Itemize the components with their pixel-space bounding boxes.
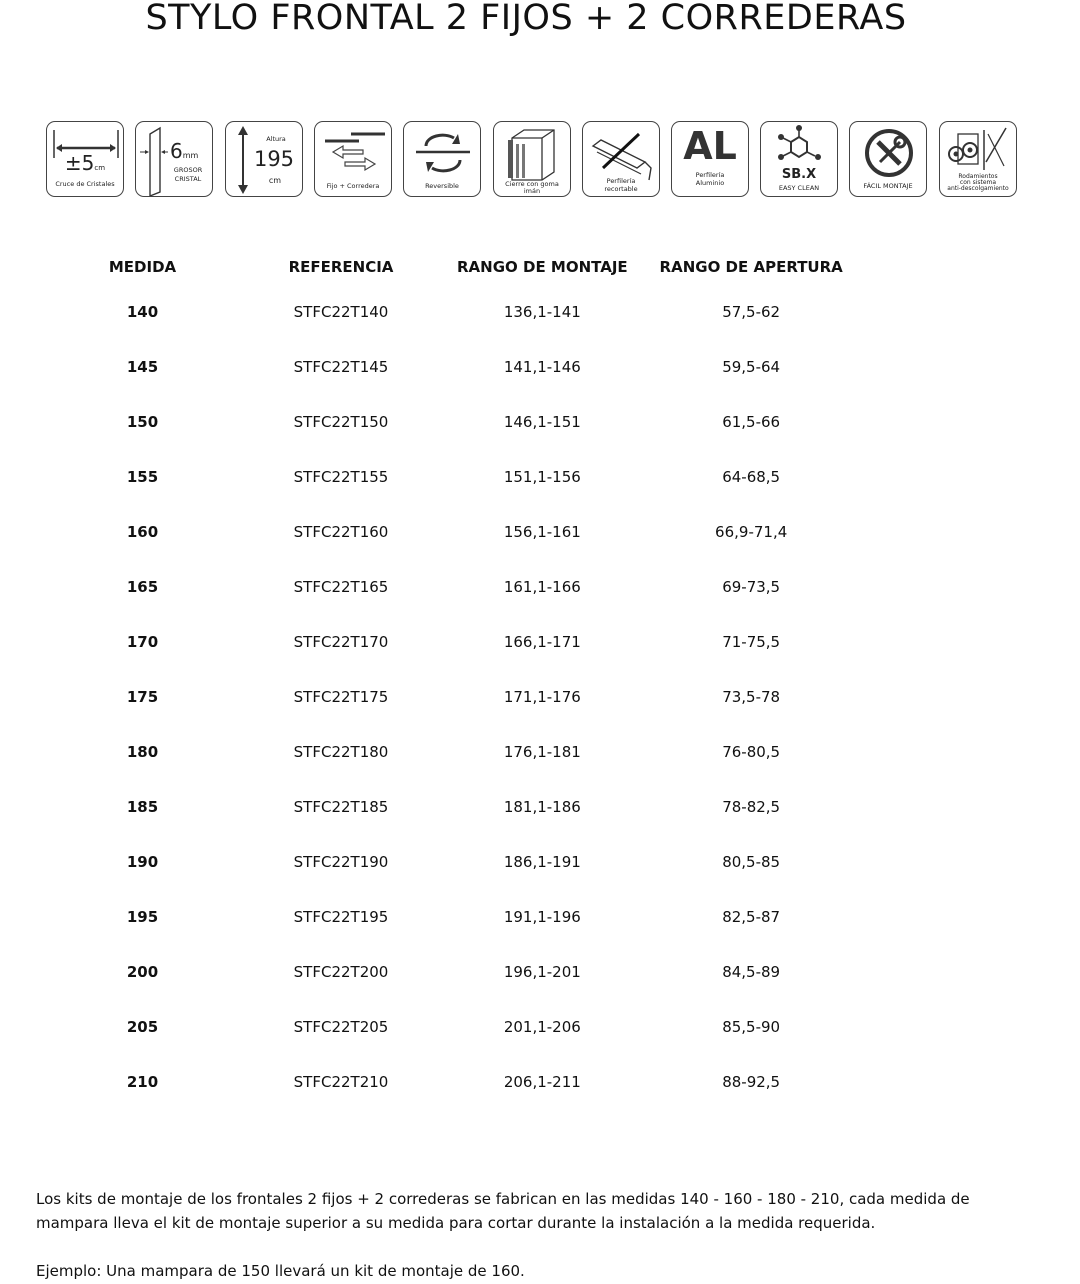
easy-clean-icon xyxy=(760,121,838,197)
table-row xyxy=(60,944,875,999)
kit-info-paragraph: Los kits de montaje de los frontales 2 fijos + 2 correderas se fabrican en las medidas 140 - 160 - 180 - 210, cada medida de mampara lleva el kit de montaje superior a su medida para cortar durante la instalación a la medida requerida. xyxy=(36,1190,970,1232)
height-label: Altura xyxy=(266,135,286,143)
cell-rango-montaje: 136,1-141 xyxy=(503,302,581,321)
cell-medida: 140 xyxy=(126,302,159,321)
fixed-sliding-icon xyxy=(314,121,392,197)
page-title: STYLO FRONTAL 2 FIJOS + 2 CORREDERAS xyxy=(145,0,907,38)
table-row xyxy=(60,724,875,779)
cell-rango-apertura: 73,5-78 xyxy=(722,687,781,706)
cell-rango-montaje: 176,1-181 xyxy=(503,742,581,761)
cell-referencia: STFC22T165 xyxy=(293,577,389,596)
easy-mount-caption: FÁCIL MONTAJE xyxy=(863,182,913,190)
cell-rango-montaje: 201,1-206 xyxy=(503,1017,581,1036)
cell-rango-montaje: 196,1-201 xyxy=(503,962,581,981)
cell-referencia: STFC22T195 xyxy=(293,907,389,926)
magnetic-seal-icon xyxy=(493,121,571,197)
feature-icons-row xyxy=(46,121,1026,199)
cell-rango-montaje: 151,1-156 xyxy=(503,467,581,486)
bearings-caption-3: anti-descolgamiento xyxy=(947,185,1009,192)
aluminium-icon xyxy=(671,121,749,197)
cell-rango-montaje: 141,1-146 xyxy=(503,357,581,376)
reversible-caption: Reversible xyxy=(425,182,459,190)
cell-rango-apertura: 88-92,5 xyxy=(722,1072,781,1091)
cell-medida: 210 xyxy=(126,1072,159,1091)
cell-referencia: STFC22T180 xyxy=(293,742,389,761)
cell-referencia: STFC22T150 xyxy=(293,412,389,431)
thickness-caption-2: CRISTAL xyxy=(174,175,202,183)
table-row xyxy=(60,1054,875,1109)
crossing-value: ±5 xyxy=(64,151,95,175)
height-value: 195 xyxy=(253,147,295,171)
cell-referencia: STFC22T200 xyxy=(293,962,389,981)
cell-medida: 165 xyxy=(126,577,159,596)
cell-rango-montaje: 166,1-171 xyxy=(503,632,581,651)
aluminium-caption-1: Perfilería xyxy=(695,171,725,179)
table-row xyxy=(60,559,875,614)
table-row xyxy=(60,394,875,449)
height-icon xyxy=(225,121,303,197)
cell-rango-montaje: 156,1-161 xyxy=(503,522,581,541)
cuttable-profile-icon xyxy=(582,121,660,197)
bearings-caption-1: Rodamientos xyxy=(958,173,998,180)
cell-referencia: STFC22T205 xyxy=(293,1017,389,1036)
table-row xyxy=(60,669,875,724)
seal-caption-1: Cierre con goma xyxy=(505,180,559,188)
aluminium-mark: AL xyxy=(683,124,737,168)
header-rango-apertura: RANGO DE APERTURA xyxy=(659,258,843,276)
cell-referencia: STFC22T210 xyxy=(293,1072,389,1091)
cell-medida: 190 xyxy=(126,852,159,871)
cell-medida: 200 xyxy=(126,962,159,981)
table-row xyxy=(60,504,875,559)
table-header-row xyxy=(60,250,875,284)
cell-referencia: STFC22T175 xyxy=(293,687,389,706)
cell-rango-montaje: 146,1-151 xyxy=(503,412,581,431)
cell-rango-apertura: 57,5-62 xyxy=(722,302,781,321)
cell-medida: 205 xyxy=(126,1017,159,1036)
header-medida: MEDIDA xyxy=(108,258,177,276)
table-row xyxy=(60,284,875,339)
cell-rango-apertura: 82,5-87 xyxy=(722,907,781,926)
header-rango-montaje: RANGO DE MONTAJE xyxy=(457,258,628,276)
thickness-caption-1: GROSOR xyxy=(173,166,203,174)
cell-rango-apertura: 59,5-64 xyxy=(722,357,781,376)
table-row xyxy=(60,889,875,944)
cell-medida: 180 xyxy=(126,742,159,761)
cell-medida: 150 xyxy=(126,412,159,431)
cell-medida: 185 xyxy=(126,797,159,816)
cell-medida: 195 xyxy=(126,907,159,926)
cell-rango-apertura: 76-80,5 xyxy=(722,742,781,761)
header-referencia: REFERENCIA xyxy=(288,258,394,276)
cell-referencia: STFC22T170 xyxy=(293,632,389,651)
cell-rango-montaje: 171,1-176 xyxy=(503,687,581,706)
cell-rango-apertura: 80,5-85 xyxy=(722,852,781,871)
thickness-value: 6 xyxy=(170,139,183,163)
profile-caption-1: Perfilería xyxy=(606,177,636,185)
table-row xyxy=(60,449,875,504)
cell-rango-apertura: 66,9-71,4 xyxy=(715,522,788,541)
glass-thickness-icon xyxy=(135,121,213,197)
cell-referencia: STFC22T145 xyxy=(293,357,389,376)
kit-example-paragraph: Ejemplo: Una mampara de 150 llevará un kit de montaje de 160. xyxy=(36,1262,525,1280)
crossing-unit: cm xyxy=(94,164,106,172)
cell-rango-montaje: 191,1-196 xyxy=(503,907,581,926)
fixed-sliding-caption: Fijo + Corredera xyxy=(326,182,380,190)
cell-rango-apertura: 71-75,5 xyxy=(722,632,781,651)
cell-rango-apertura: 64-68,5 xyxy=(722,467,781,486)
table-row xyxy=(60,779,875,834)
glass-crossing-icon xyxy=(46,121,124,197)
cell-medida: 160 xyxy=(126,522,159,541)
cell-rango-montaje: 186,1-191 xyxy=(503,852,581,871)
table-row xyxy=(60,999,875,1054)
bearings-icon xyxy=(939,121,1017,197)
sizes-table xyxy=(60,250,875,1109)
easy-clean-caption: EASY CLEAN xyxy=(778,184,820,192)
table-row xyxy=(60,339,875,394)
cell-referencia: STFC22T190 xyxy=(293,852,389,871)
easy-mount-icon xyxy=(849,121,927,197)
profile-caption-2: recortable xyxy=(604,185,638,193)
cell-rango-apertura: 61,5-66 xyxy=(722,412,781,431)
cell-rango-apertura: 78-82,5 xyxy=(722,797,781,816)
easy-clean-mark: SB.X xyxy=(781,167,817,182)
reversible-icon xyxy=(403,121,481,197)
cell-rango-apertura: 85,5-90 xyxy=(722,1017,781,1036)
table-row xyxy=(60,614,875,669)
thickness-unit: mm xyxy=(182,151,199,160)
aluminium-caption-2: Aluminio xyxy=(695,179,725,187)
cell-referencia: STFC22T155 xyxy=(293,467,389,486)
height-unit: cm xyxy=(268,176,282,185)
cell-referencia: STFC22T185 xyxy=(293,797,389,816)
table-row xyxy=(60,834,875,889)
cell-referencia: STFC22T140 xyxy=(293,302,389,321)
bearings-caption-2: con sistema xyxy=(959,179,997,186)
cell-rango-montaje: 161,1-166 xyxy=(503,577,581,596)
cell-rango-montaje: 181,1-186 xyxy=(503,797,581,816)
seal-caption-2: imán xyxy=(523,187,541,195)
cell-referencia: STFC22T160 xyxy=(293,522,389,541)
cell-medida: 145 xyxy=(126,357,159,376)
cell-medida: 155 xyxy=(126,467,159,486)
cell-rango-apertura: 69-73,5 xyxy=(722,577,781,596)
cell-medida: 170 xyxy=(126,632,159,651)
cell-rango-montaje: 206,1-211 xyxy=(503,1072,581,1091)
cell-rango-apertura: 84,5-89 xyxy=(722,962,781,981)
crossing-caption: Cruce de Cristales xyxy=(55,180,115,188)
cell-medida: 175 xyxy=(126,687,159,706)
